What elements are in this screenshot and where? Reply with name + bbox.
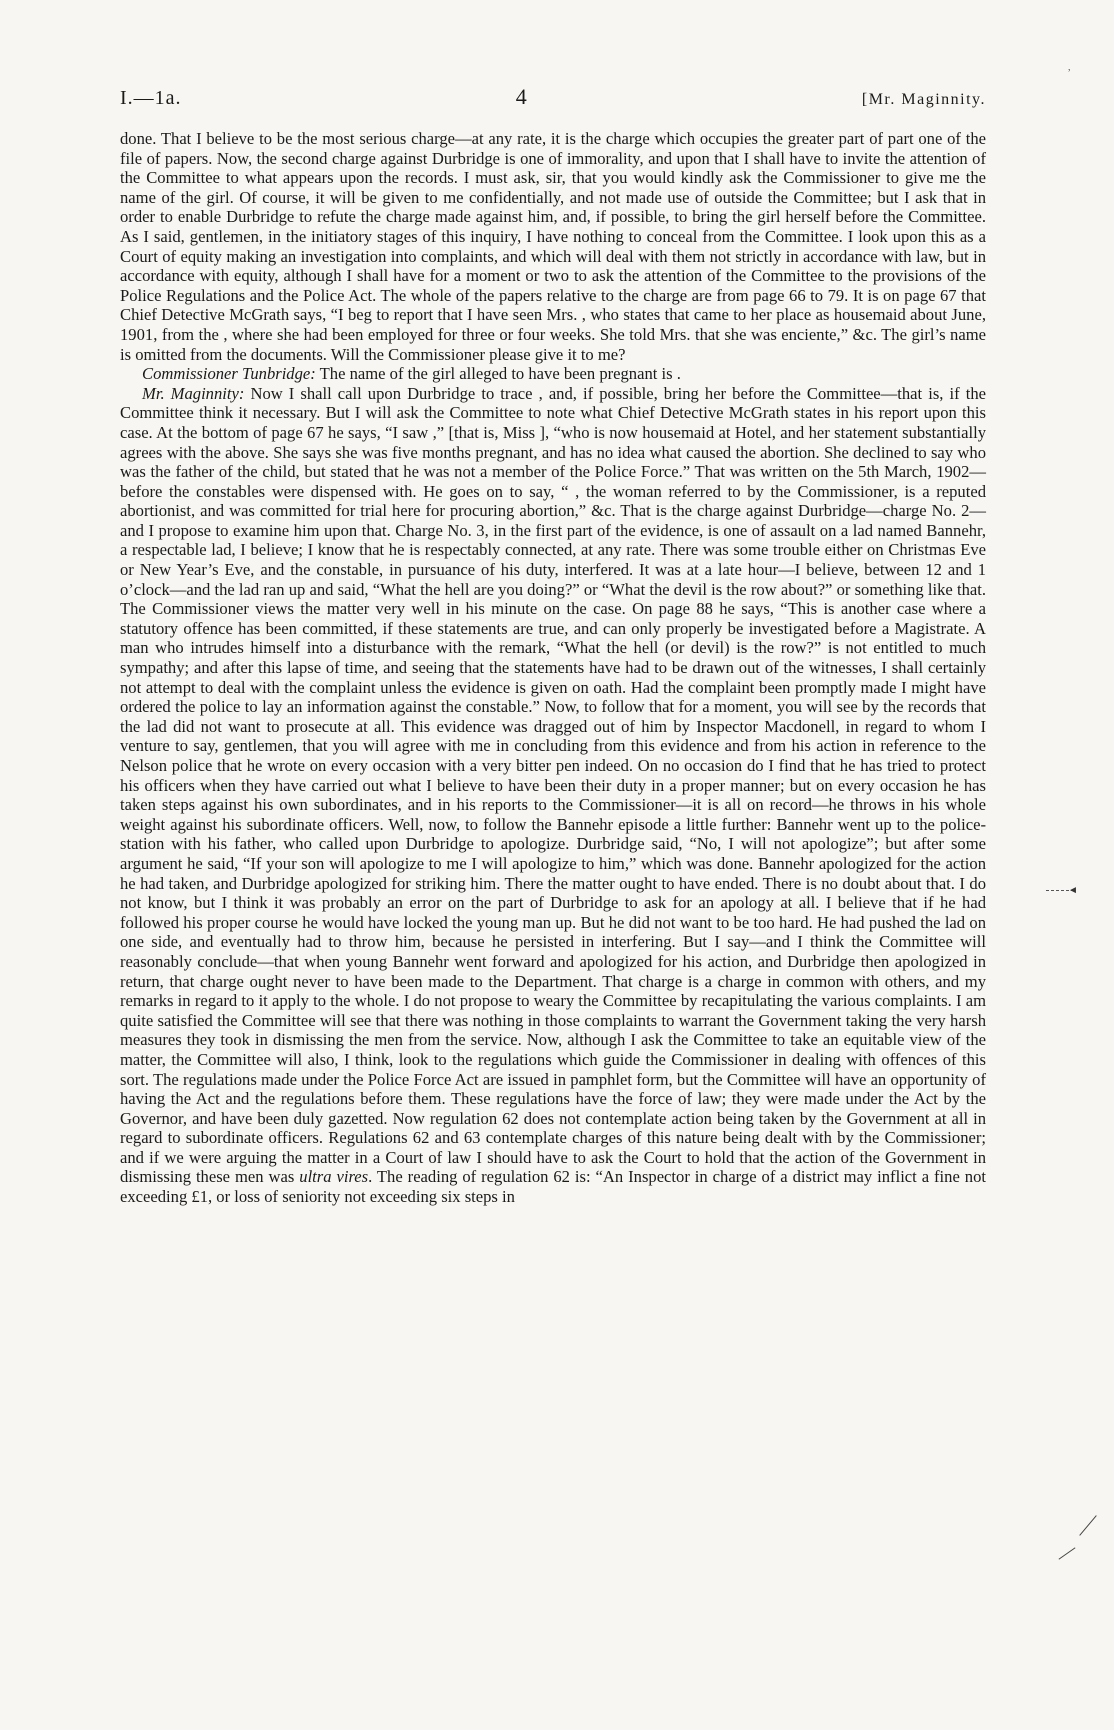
page-header — [120, 84, 986, 110]
body-text — [120, 129, 986, 1207]
paragraph-2 — [120, 364, 986, 384]
speaker-mr-maginnity: Mr. Maginnity: — [142, 383, 245, 403]
scan-margin-stroke-2 — [1059, 1547, 1076, 1559]
paragraph-3-text: Now I shall call upon Durbridge to trace , and, if possible, bring her before the Committee—that is, if the Committee think it necessary. But I will ask the Committee to note what Chief Detective McGrath states in his report upon this case. At the bottom of page 67 he says, “I saw ,” [that is, Miss ], “who is now housemaid at Hotel, and her statement substantially agrees with the above. She says she was five months pregnant, and has no idea what caused the abortion. She declined to say who was the father of the child, but stated that he was not a member of the Police Force.” That was written on the 5th March, 1902—before the constables were dispensed with. He goes on to say, “ , the woman referred to by the Commissioner, is a reputed abortionist, and was committed for trial here for procuring abortion,” &c. That is the charge against Durbridge—charge No. 2—and I propose to examine him upon that. Charge No. 3, in the first part of the evidence, is one of assault on a lad named Bannehr, a respectable lad, I believe; I know that he is respectably connected, at any rate. There was some trouble either on Christmas Eve or New Year’s Eve, and the constable, in pursuance of his duty, interfered. It was at a late hour—I believe, between 12 and 1 o’clock—and the lad ran up and said, “What the hell are you doing?” or “What the devil is the row about?” or something like that. The Commissioner views the matter very well in his minute on the case. On page 88 he says, “This is another case where a statutory offence has been committed, if these statements are true, and can only properly be investigated before a Magistrate. A man who intrudes himself into a disturbance with the remark, “What the hell (or devil) is the row?” is not entitled to much sympathy; and after this lapse of time, and seeing that the statements have had to be drawn out of the witnesses, I shall certainly not attempt to deal with the complaint unless the evidence is given on oath. Had the complaint been promptly made I might have ordered the police to lay an information against the constable.” Now, to follow that for a moment, you will see by the records that the lad did not want to prosecute at all. This evidence was dragged out of him by Inspector Macdonell, in regard to whom I venture to say, gentlemen, that you will agree with me in concluding from this evidence and from his action in reference to the Nelson police that he wrote on every occasion with a very bitter pen indeed. On no occasion do I find that he has tried to protect his officers when they have carried out what I believe to have been their duty in a proper manner; but on every occasion he has taken steps against his own subordinates, and in his reports to the Commissioner—it is all on record—he throws in his whole weight against his subordinate officers. Well, now, to follow the Bannehr episode a little further: Bannehr went up to the police-station with his father, who called upon Durbridge to apologize. Durbridge said, “No, I will not apologize”; but after some argument he said, “If your son will apologize to me I will apologize to him,” which was done. Bannehr apologized for the action he had taken, and Durbridge apologized for striking him. There the matter ought to have ended. There is no doubt about that. I do not know, but I think it was probably an error on the part of Durbridge to ask for an apology at all. I believe that if he had followed his proper course he would have locked the young man up. But he did not want to be too hard. He had pushed the lad on one side, and eventually had to throw him, because he persisted in interfering. But I say—and I think the Committee will reasonably conclude—that when young Bannehr went forward and apologized for his action, and Durbridge then apologized in return, that charge ought never to have been made to the Department. That charge is a charge in common with others, and my remarks in regard to it apply to the whole. I do not propose to weary the Committee by recapitulating the various complaints. I am quite satisfied the Committee will see that there was nothing in those complaints to warrant the Government taking the very harsh measures they took in dismissing the men from the service. Now, although I ask the Committee to take an equitable view of the matter, the Committee will also, I think, look to the regulations which guide the Commissioner in dealing with offences of this sort. The regulations made under the Police Force Act are issued in pamphlet form, but the Committee will have an opportunity of having the Act and the regulations before them. These regulations have the force of law; they were made under the Act by the Governor, and have been duly gazetted. Now regulation 62 does not contemplate action being taken by the Government at all in regard to subordinate officers. Regulations 62 and 63 contemplate charges of this nature being dealt with by the Commissioner; and if we were arguing the matter in a Court of law I should have to ask the Court to hold that the action of the Government in dismissing these men was — [120, 383, 986, 1187]
running-head-speaker: [Mr. Maginnity. — [861, 91, 986, 108]
page-number: 4 — [515, 84, 528, 109]
speaker-commissioner-tunbridge: Commissioner Tunbridge: — [142, 364, 316, 384]
parliamentary-paper-code: I.—1a. — [120, 87, 182, 109]
scan-speck-top: , — [1068, 62, 1071, 73]
paragraph-1: done. That I believe to be the most serious charge—at any rate, it is the charge which occupies the greater part of part one of the file of papers. Now, the second charge against Durbridge is one of immorality, and upon that I shall have to invite the attention of the Committee to what appears upon the records. I must ask, sir, that you would kindly ask the Commissioner to give me the name of the girl. Of course, it will be given to me confidentially, and not made use of outside the Committee; but I ask that in order to enable Durbridge to refute the charge made against him, and, if possible, to bring the girl herself before the Committee. As I said, gentlemen, in the initiatory stages of this inquiry, I have nothing to conceal from the Committee. I look upon this as a Court of equity making an investigation into complaints, and which will deal with them not strictly in accordance with law, but in accordance with equity, although I shall have for a moment or two to ask the attention of the Committee to the provisions of the Police Regulations and the Police Act. The whole of the papers relative to the charge are from page 66 to 79. It is on page 67 that Chief Detective McGrath says, “I beg to report that I have seen Mrs. , who states that came to her place as housemaid about June, 1901, from the , where she had been employed for three or four weeks. She told Mrs. that she was enciente,” &c. The girl’s name is omitted from the documents. Will the Commissioner please give it to me? — [120, 129, 986, 364]
scan-arrow-mark: ◄ — [1068, 885, 1078, 896]
paragraph-3-tail: . The reading of regulation 62 is: “An Inspector in charge of a district may inflict a fine not exceeding £1, or loss of seniority not exceeding six steps in — [120, 1167, 986, 1207]
scan-margin-stroke-1 — [1079, 1515, 1096, 1536]
italic-ultra-vires: ultra vires — [299, 1167, 369, 1187]
paragraph-2-text: The name of the girl alleged to have been pregnant is . — [315, 364, 681, 384]
paragraph-3 — [120, 384, 986, 1207]
